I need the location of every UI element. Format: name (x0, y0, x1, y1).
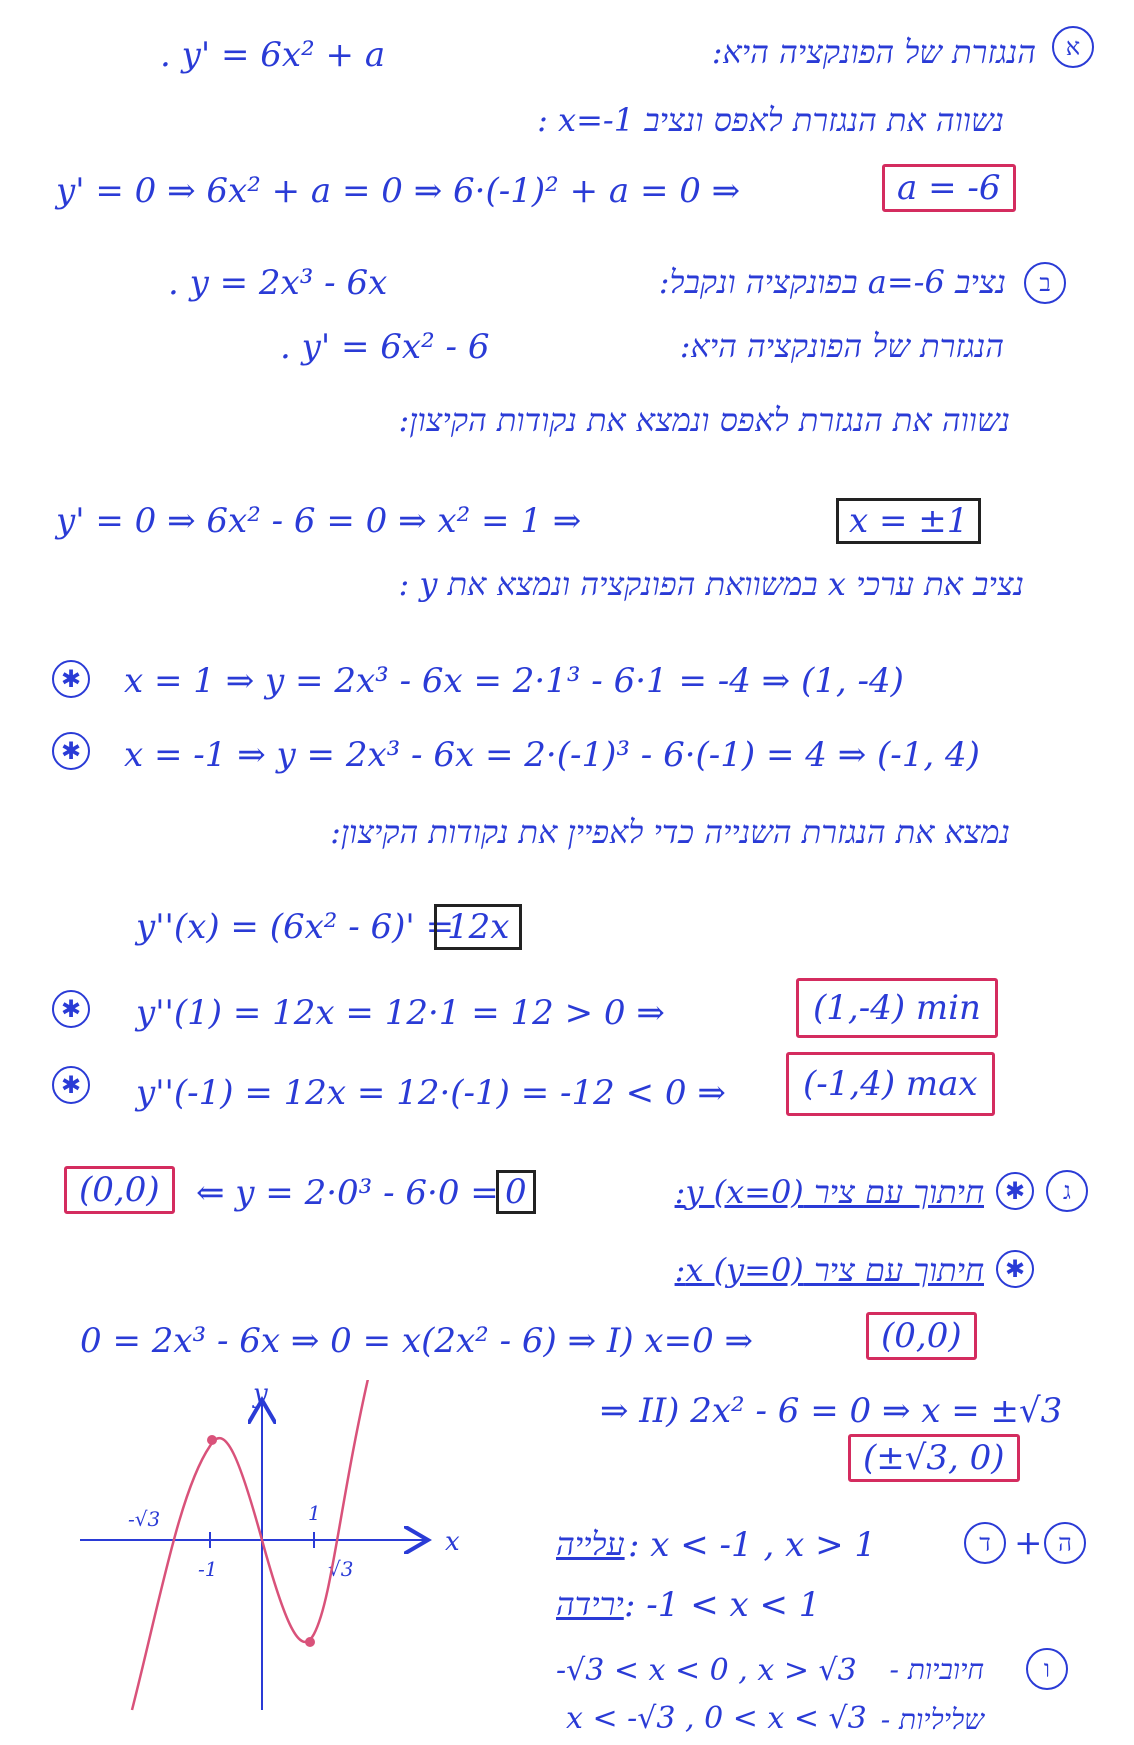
tick-label-sqrt3: √3 (328, 1557, 354, 1581)
section-b-max-box: (-1,4) max (786, 1052, 995, 1116)
plus-sign: + (1014, 1523, 1043, 1563)
section-b-equation: y' = 0 ⇒ 6x² - 6 = 0 ⇒ x² = 1 ⇒ (56, 501, 582, 541)
bullet-star-icon: ✱ (996, 1172, 1034, 1210)
section-c-x-intercept-calc: 0 = 2x³ - 6x ⇒ 0 = x(2x² - 6) ⇒ I) x=0 ⇒ (80, 1321, 753, 1361)
section-b-min-box: (1,-4) min (796, 978, 998, 1038)
section-c-x-intercept-calc2: ⇒ II) 2x² - 6 = 0 ⇒ x = ±√3 (600, 1391, 1063, 1431)
section-b-test2: y''(-1) = 12x = 12·(-1) = -12 < 0 ⇒ (136, 1073, 726, 1113)
bullet-star-icon: ✱ (52, 990, 90, 1028)
x-axis-label: x (445, 1527, 460, 1557)
section-b-calc1: x = 1 ⇒ y = 2x³ - 6x = 2·1³ - 6·1 = -4 ⇒ (1, -4) (124, 661, 904, 701)
section-b-test1: y''(1) = 12x = 12·1 = 12 > 0 ⇒ (136, 993, 665, 1033)
section-f-label: ו (1043, 1654, 1051, 1683)
section-b-marker (1024, 262, 1066, 304)
section-e-label: ה (1058, 1528, 1072, 1557)
section-c-x-intercept-heading: חיתוך עם ציר x (y=0): (674, 1251, 984, 1289)
function-graph (70, 1380, 490, 1720)
negative-range: x < -√3 , 0 < x < √3 (566, 1701, 867, 1736)
section-a-instruction: נשווה את הנגזרת לאפס ונציב x=-1 : (537, 101, 1004, 139)
tick-label-neg-sqrt3: -√3 (128, 1507, 161, 1531)
section-e-marker (1044, 1522, 1086, 1564)
tick-label-1: 1 (308, 1501, 321, 1525)
y-axis-label: y (253, 1380, 268, 1409)
section-b-heading: נציב a=-6 בפונקציה ונקבל: (658, 263, 1006, 301)
section-b-second-heading: נמצא את הנגזרת השנייה כדי לאפיין את נקודות הקיצון: (330, 813, 1010, 851)
tick-label-neg1: -1 (198, 1557, 218, 1581)
section-b-second-deriv-box: 12x (434, 904, 522, 950)
section-c-y-intercept-value-box: 0 (496, 1170, 536, 1214)
min-point (305, 1637, 315, 1647)
section-b-subst-heading: נציב את ערכי x במשוואת הפונקציה ונמצא את y : (398, 565, 1024, 603)
section-a-result-box: a = -6 (882, 164, 1016, 212)
section-a-derivative: . y' = 6x² + a (160, 35, 386, 75)
function-curve (132, 1380, 370, 1710)
bullet-star-icon: ✱ (52, 1066, 90, 1104)
section-c-x-intercept-result1-box: (0,0) (866, 1312, 977, 1360)
bullet-star-icon: ✱ (52, 732, 90, 770)
section-b-label: ב (1039, 268, 1051, 297)
section-b-second-deriv: y''(x) = (6x² - 6)' = (136, 907, 455, 947)
bullet-star-icon: ✱ (52, 660, 90, 698)
bullet-star-icon: ✱ (996, 1250, 1034, 1288)
section-b-function: . y = 2x³ - 6x (168, 263, 388, 303)
section-c-y-intercept-result-box: (0,0) (64, 1166, 175, 1214)
section-a-equation: y' = 0 ⇒ 6x² + a = 0 ⇒ 6·(-1)² + a = 0 ⇒ (56, 171, 741, 211)
max-point (207, 1435, 217, 1445)
section-a-marker (1052, 26, 1094, 68)
section-c-marker (1046, 1170, 1088, 1212)
decreasing-label: ירידה (556, 1585, 624, 1623)
increasing-range: : x < -1 , x > 1 (628, 1525, 876, 1565)
section-c-y-intercept-calc: ⇐ y = 2·0³ - 6·0 = (196, 1173, 499, 1213)
section-a-heading: הנגזרת של הפונקציה היא: (711, 33, 1036, 71)
negative-label: שליליות - (880, 1703, 984, 1736)
section-d-label: ד (979, 1528, 991, 1557)
section-c-x-intercept-result2-box: (±√3, 0) (848, 1434, 1020, 1482)
section-b-derivative: . y' = 6x² - 6 (280, 327, 490, 367)
positive-label: חיוביות - (889, 1653, 984, 1686)
section-b-calc2: x = -1 ⇒ y = 2x³ - 6x = 2·(-1)³ - 6·(-1) = 4 ⇒ (-1, 4) (124, 735, 980, 775)
section-b-result-box: x = ±1 (836, 498, 981, 544)
decreasing-range: : -1 < x < 1 (624, 1585, 821, 1625)
positive-range: -√3 < x < 0 , x > √3 (556, 1653, 857, 1688)
section-c-y-intercept-heading: חיתוך עם ציר y (x=0): (674, 1173, 984, 1211)
section-c-label: ג (1063, 1176, 1071, 1205)
section-d-marker (964, 1522, 1006, 1564)
section-a-label: א (1065, 32, 1081, 61)
section-f-marker (1026, 1648, 1068, 1690)
section-b-deriv-heading: הנגזרת של הפונקציה היא: (679, 327, 1004, 365)
section-b-instruction: נשווה את הנגזרת לאפס ונמצא את נקודות הקיצון: (398, 401, 1010, 439)
increasing-label: עלייה (556, 1525, 625, 1563)
